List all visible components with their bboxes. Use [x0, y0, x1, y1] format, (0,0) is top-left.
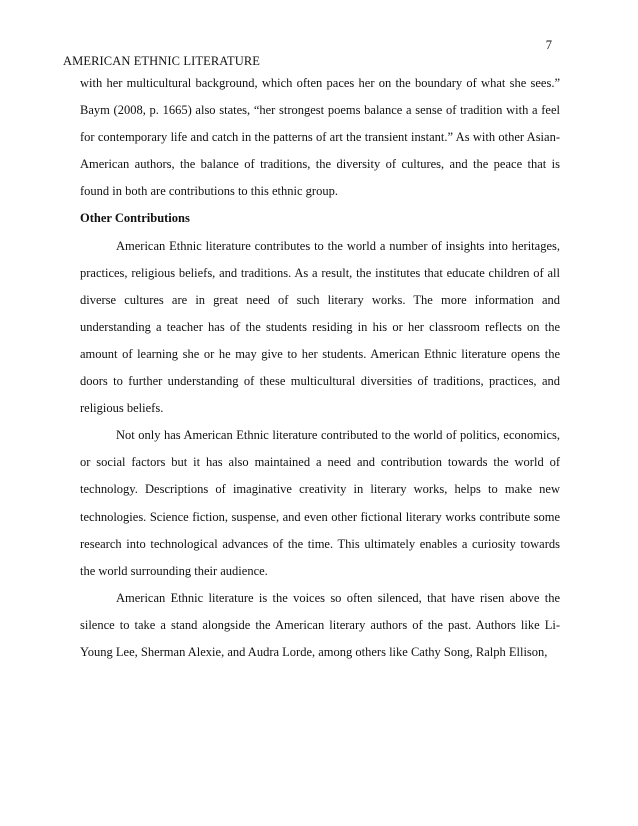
- paragraph: American Ethnic literature contributes to the world a number of insights into heritages, practices, religious beliefs, and traditions. As a result, the institutes that educate children of all diverse cultures are in great need of such literary works. The more information and understanding a teacher has of the students residing in his or her classroom reflects on the amount of learning she or he may give to her students. American Ethnic literature opens the doors to further understanding of these multicultural diversities of traditions, practices, and religious beliefs.: [80, 238, 560, 416]
- document-body: [80, 70, 560, 666]
- paragraph-continued: with her multicultural background, which often paces her on the boundary of what she sees.” Baym (2008, p. 1665) also states, “her strongest poems balance a sense of tradition with a feel for contemporary life and catch in the patterns of art the transient instant.” As with other Asian-American authors, the balance of traditions, the diversity of cultures, and the peace that is found in both are contributions to this ethnic group.: [80, 76, 560, 199]
- page-number: 7: [545, 38, 552, 52]
- running-head: AMERICAN ETHNIC LITERATURE: [63, 54, 261, 68]
- paragraph: American Ethnic literature is the voices so often silenced, that have risen above the silence to take a stand alongside the American literary authors of the past. Authors like Li-Young Lee, Sherman Alexie, and Audra Lorde, among others like Cathy Song, Ralph Ellison,: [80, 590, 560, 659]
- section-heading: Other Contributions: [80, 211, 190, 226]
- paragraph: Not only has American Ethnic literature contributed to the world of politics, economics, or social factors but it has also maintained a need and contribution towards the world of technology. Descriptions of imaginative creativity in literary works, helps to make new technologies. Science fiction, suspense, and even other fictional literary works contribute some research into technological advances of the time. This ultimately enables a curiosity towards the world surrounding their audience.: [80, 428, 560, 578]
